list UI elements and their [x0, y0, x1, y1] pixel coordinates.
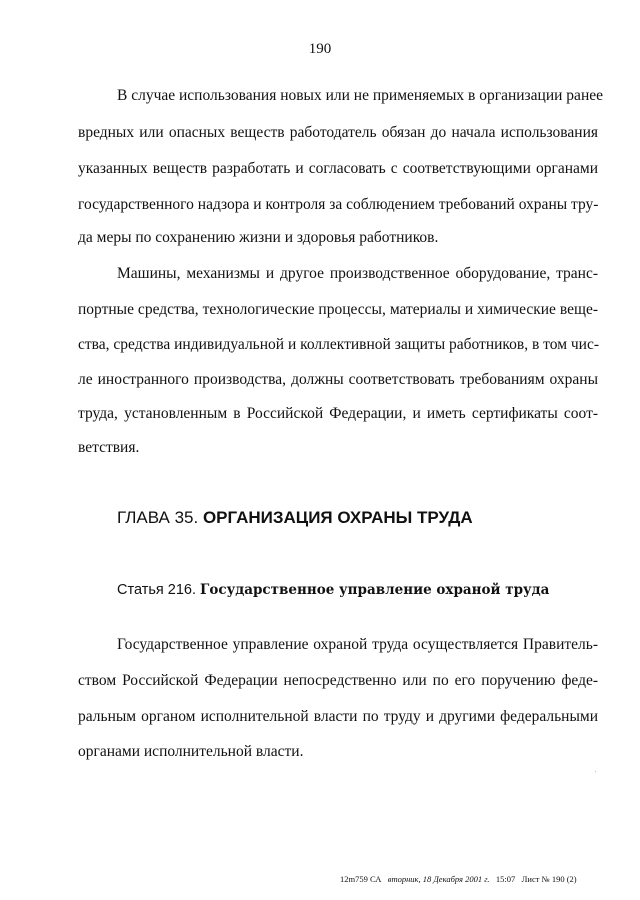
paragraph-2-line: ветствия.	[78, 439, 140, 456]
article-heading	[117, 582, 549, 598]
paragraph-3-line: ральным органом исполнительной власти по труду и другими федеральными	[78, 708, 598, 725]
footer-date: вторник, 18 Декабря 2001 г.	[387, 874, 490, 884]
scan-speck	[595, 771, 596, 772]
paragraph-2-line: труда, установленным в Российской Федерации, и иметь сертификаты соот-	[78, 405, 598, 422]
chapter-title: ОРГАНИЗАЦИЯ ОХРАНЫ ТРУДА	[202, 508, 473, 527]
paragraph-1-line: вредных или опасных веществ работодатель обязан до начала использования	[78, 124, 598, 141]
paragraph-1-line: В случае использования новых или не применяемых в организации ранее	[117, 87, 603, 104]
chapter-prefix: ГЛАВА 35.	[117, 508, 199, 527]
article-prefix: Статья 216.	[117, 582, 196, 598]
page-number: 190	[308, 41, 332, 57]
article-title: Государственное управление охраной труда	[200, 582, 550, 598]
paragraph-3-line: Государственное управление охраной труда осуществляется Правитель-	[117, 636, 598, 653]
paragraph-1-line: указанных веществ разработать и согласовать с соответствующими органами	[78, 160, 598, 177]
chapter-heading	[117, 508, 473, 528]
footer-time: 15:07	[495, 874, 516, 884]
paragraph-2-line: ле иностранного производства, должны соответствовать требованиям охраны	[78, 371, 598, 388]
footer-code: 12m759 СА	[340, 874, 382, 884]
paragraph-2-line: ства, средства индивидуальной и коллективной защиты работников, в том чис-	[78, 336, 600, 353]
paragraph-2-line: Машины, механизмы и другое производственное оборудование, транс-	[117, 265, 598, 282]
paragraph-1-line: да меры по сохранению жизни и здоровья работников.	[78, 229, 439, 246]
paragraph-3-line: ством Российской Федерации непосредственно или по его поручению феде-	[78, 672, 598, 689]
paragraph-3-line: органами исполнительной власти.	[78, 743, 304, 760]
paragraph-2-line: портные средства, технологические процессы, материалы и химические веще-	[78, 301, 598, 318]
paragraph-1-line: государственного надзора и контроля за соблюдением требований охраны тру-	[78, 196, 599, 213]
footer-sheet: Лист № 190 (2)	[521, 874, 577, 884]
page-footer	[340, 874, 577, 884]
